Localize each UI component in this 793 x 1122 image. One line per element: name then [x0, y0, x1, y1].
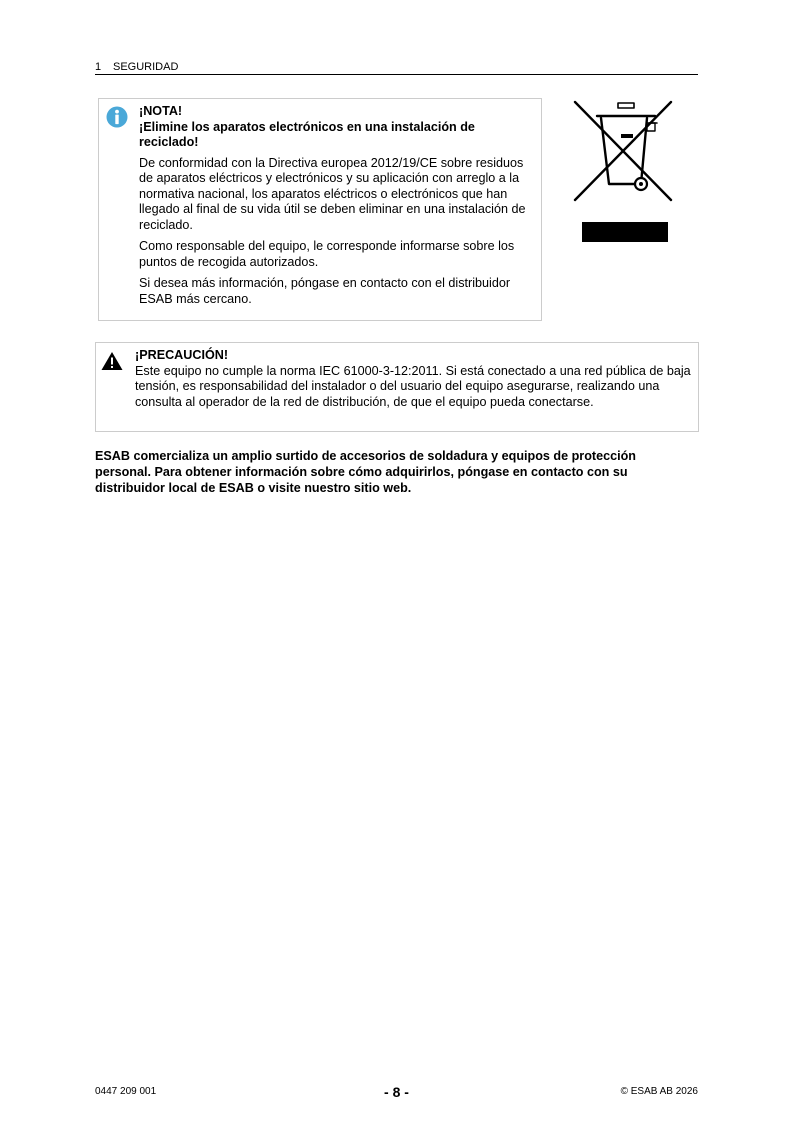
info-icon [106, 106, 128, 128]
footer [0, 1084, 793, 1104]
caution-box [95, 342, 699, 432]
note-subtitle: ¡Elimine los aparatos electrónicos en una instalación de reciclado! [139, 119, 475, 149]
warning-icon [101, 351, 123, 371]
caution-text: Este equipo no cumple la norma IEC 61000-3-12:2011. Si está conectado a una red pública de baja tensión, es responsabilidad del instalador o del usuario del equipo asegurarse, realizando una consulta al operador de la red de distribución, de que el equipo pueda conectarse. [135, 363, 691, 409]
section-number: 1 [95, 61, 102, 73]
caution-title: ¡PRECAUCIÓN! [135, 348, 229, 362]
note-paragraph: De conformidad con la Directiva europea 2012/19/CE sobre residuos de aparatos eléctricos y electrónicos y su aplicación con arreglo a la normativa nacional, los aparatos eléctricos o electrónicos que han llegado al final de su vida útil se deben eliminar en una instalación de reciclado. [139, 155, 526, 232]
page-number: - 8 - [384, 1084, 409, 1100]
note-paragraph: Si desea más información, póngase en contacto con el distribuidor ESAB más cercano. [139, 276, 511, 306]
section-header [95, 60, 698, 75]
note-paragraph: Como responsable del equipo, le corresponde informarse sobre los puntos de recogida autorizados. [139, 239, 515, 269]
copyright: © ESAB AB 2026 [620, 1086, 698, 1097]
section-title: SEGURIDAD [113, 61, 179, 73]
crossed-out-wheelie-bin-icon [571, 96, 675, 204]
note-box [98, 98, 542, 321]
main-paragraph: ESAB comercializa un amplio surtido de accesorios de soldadura y equipos de protección personal. Para obtener información sobre cómo adquirirlos, póngase en contacto con su distribuidor local de ESAB o visite nuestro sitio web. [95, 449, 636, 495]
weee-black-bar [582, 222, 668, 242]
note-title: ¡NOTA! [139, 104, 183, 118]
document-number: 0447 209 001 [95, 1086, 157, 1097]
